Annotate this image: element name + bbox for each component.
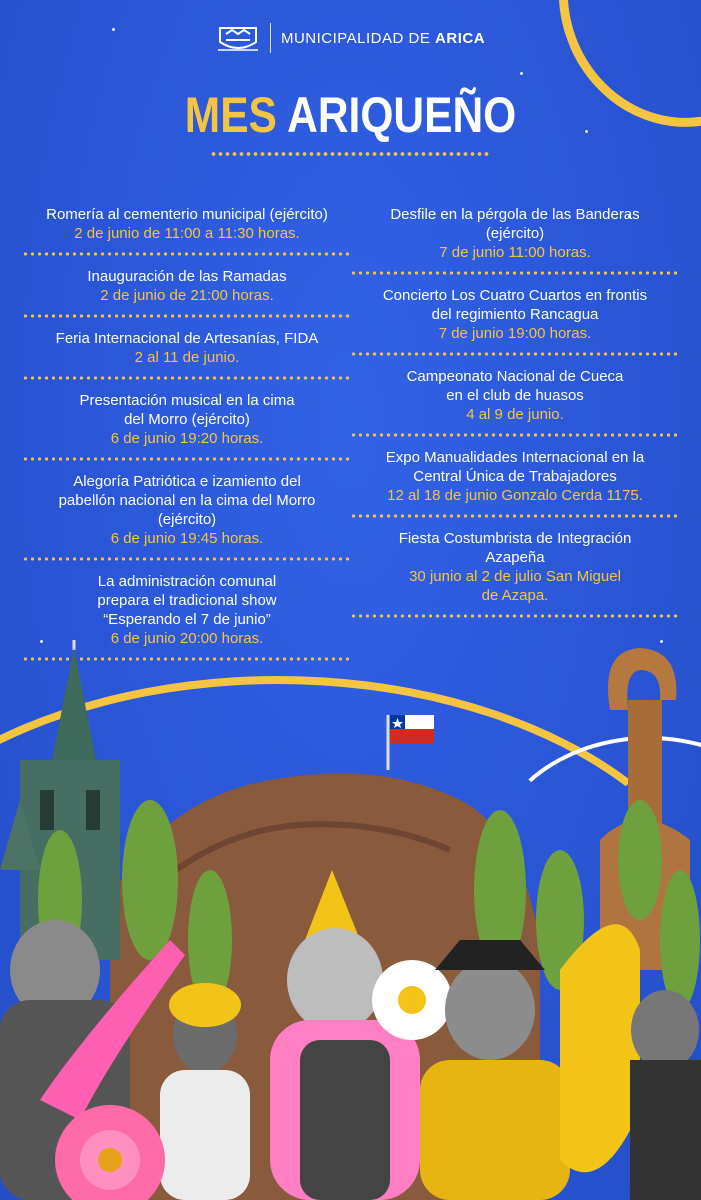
events-left-column (22, 205, 352, 672)
collage-illustration (0, 640, 701, 1200)
event-title: Romería al cementerio municipal (ejército) (46, 206, 328, 223)
event-item (350, 205, 680, 262)
event-item (22, 205, 352, 243)
event-title: Campeonato Nacional de Cueca en el club de huasos (406, 368, 624, 404)
event-date: 12 al 18 de junio Gonzalo Cerda 1175. (387, 487, 643, 504)
events-right-column (350, 205, 680, 629)
dotted-separator (350, 270, 680, 276)
event-title: La administración comunal prepara el tradicional show “Esperando el 7 de junio” (97, 573, 277, 628)
event-date: 6 de junio 19:20 horas. (110, 430, 264, 447)
event-item (22, 391, 352, 448)
star (520, 72, 523, 75)
event-title: Concierto Los Cuatro Cuartos en frontis del regimiento Rancagua (382, 287, 648, 323)
dotted-separator (350, 432, 680, 438)
event-date: 2 de junio de 11:00 a 11:30 horas. (74, 225, 300, 242)
title-dotted-underline (210, 150, 490, 158)
event-date: 2 al 11 de junio. (134, 349, 240, 366)
header-divider (270, 23, 271, 53)
event-item (350, 286, 680, 343)
dotted-separator (22, 313, 352, 319)
dotted-separator (350, 513, 680, 519)
event-item (22, 472, 352, 548)
municipal-crest-icon (216, 22, 260, 54)
event-item (22, 572, 352, 648)
chile-flag-icon (390, 715, 434, 743)
event-item (350, 448, 680, 505)
event-date: 30 junio al 2 de julio San Miguel de Azapa. (409, 568, 621, 604)
event-title: Desfile en la pérgola de las Banderas (ejército) (390, 206, 640, 242)
event-date: 6 de junio 19:45 horas. (110, 530, 264, 547)
dotted-separator (22, 456, 352, 462)
title-part-2: ARIQUEÑO (287, 87, 517, 143)
event-date: 7 de junio 11:00 horas. (439, 244, 591, 261)
event-date: 6 de junio 20:00 horas. (110, 630, 264, 647)
dotted-separator (22, 556, 352, 562)
event-title: Fiesta Costumbrista de Integración Azapeña (398, 530, 632, 566)
brand-name: MUNICIPALIDAD DE ARICA (280, 29, 486, 47)
event-item (350, 367, 680, 424)
event-item (22, 267, 352, 305)
event-title: Feria Internacional de Artesanías, FIDA (55, 330, 319, 347)
dotted-separator (350, 613, 680, 619)
header (0, 22, 701, 54)
event-date: 2 de junio de 21:00 horas. (100, 287, 274, 304)
event-date: 4 al 9 de junio. (466, 406, 564, 423)
dotted-separator (22, 375, 352, 381)
event-date: 7 de junio 19:00 horas. (438, 325, 592, 342)
event-title: Expo Manualidades Internacional en la Central Única de Trabajadores (385, 449, 645, 485)
event-item (350, 529, 680, 605)
event-title: Presentación musical en la cima del Morro (ejército) (79, 392, 295, 428)
title-part-1: MES (184, 87, 277, 143)
page-title (53, 86, 649, 144)
event-title: Alegoría Patriótica e izamiento del pabellón nacional en la cima del Morro (ejército) (58, 473, 316, 528)
dotted-separator (350, 351, 680, 357)
event-item (22, 329, 352, 367)
dotted-separator (22, 251, 352, 257)
event-title: Inauguración de las Ramadas (87, 268, 287, 285)
